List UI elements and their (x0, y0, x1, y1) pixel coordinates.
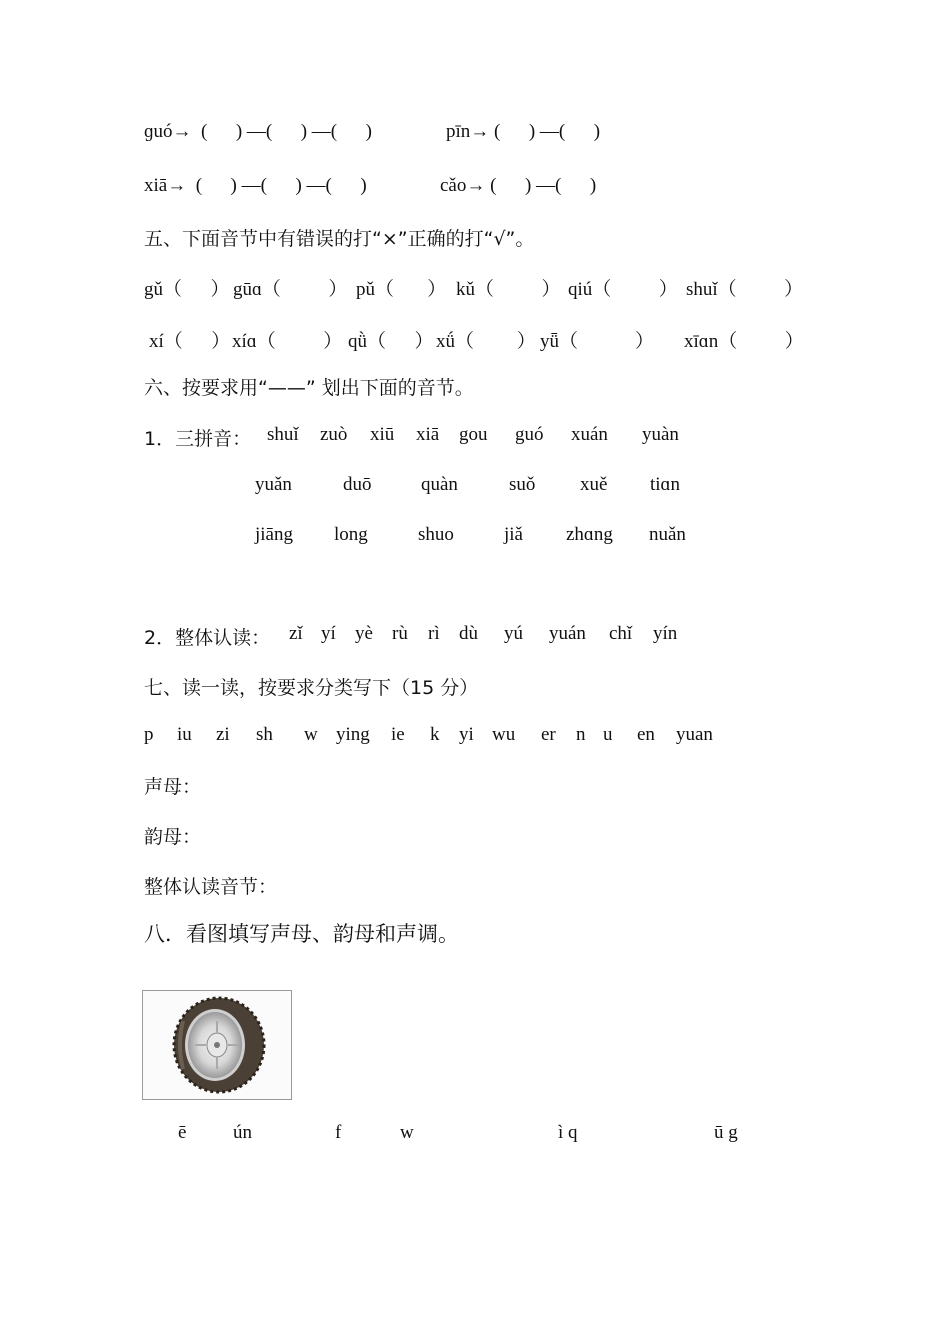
option-text: ū g (714, 1122, 738, 1143)
syllable: long (334, 524, 368, 545)
s5-item: gǔ（ ） (144, 279, 230, 300)
syllable: yuǎn (255, 474, 292, 495)
syllable: dù (459, 623, 478, 644)
syllable: chǐ (609, 623, 633, 644)
option-text: w (400, 1122, 414, 1143)
syllable: xuán (571, 424, 608, 445)
option-text: ì q (558, 1122, 578, 1143)
item: ie (391, 724, 405, 745)
item: p (144, 724, 154, 745)
item: u (603, 724, 613, 745)
item: en (637, 724, 655, 745)
syllable: shuo (418, 524, 454, 545)
syllable: zhɑng (566, 524, 613, 545)
syllable: gou (459, 424, 488, 445)
label-zhengti: 整体认读音节： (144, 876, 278, 898)
row2-left: xiā→ ( ) —( ) —( ) (144, 175, 367, 196)
s5-item: qiú（ ） (568, 279, 678, 300)
s5-item: xí（ ） (149, 331, 231, 352)
s5-item: shuǐ（ ） (686, 279, 804, 300)
q2-label: 2．整体认读： (144, 627, 271, 649)
syllable: shuǐ (267, 424, 299, 445)
item: wu (492, 724, 516, 745)
item: ying (336, 724, 370, 745)
section7-title: 七、读一读，按要求分类写下（15 分） (144, 677, 479, 699)
label-shengmu: 声母： (144, 776, 202, 798)
syllable: suǒ (509, 474, 536, 495)
s5-item: kǔ（ ） (456, 279, 561, 300)
row1-right: pīn→ ( ) —( ) (446, 121, 601, 142)
section6-title: 六、按要求用“——” 划出下面的音节。 (144, 377, 474, 399)
option-text: ē (178, 1122, 187, 1143)
s5-item: xíɑ（ ） (232, 331, 343, 352)
s5-item: yǖ（ ） (540, 331, 655, 352)
tire-icon (143, 991, 291, 1099)
syllable: jiāng (255, 524, 293, 545)
label-yunmu: 韵母： (144, 826, 202, 848)
q1-label: 1．三拼音： (144, 428, 252, 450)
item: er (541, 724, 556, 745)
syllable: jiǎ (504, 524, 523, 545)
item: yi (459, 724, 474, 745)
item: iu (177, 724, 192, 745)
syllable: duō (343, 474, 372, 495)
syllable: quàn (421, 474, 458, 495)
item: zi (216, 724, 230, 745)
item: sh (256, 724, 273, 745)
syllable: guó (515, 424, 544, 445)
syllable: yí (321, 623, 336, 644)
row2-right: cǎo→ ( ) —( ) (440, 175, 597, 196)
syllable: yè (355, 623, 373, 644)
s5-item: gūɑ（ ） (233, 279, 348, 300)
item: k (430, 724, 440, 745)
syllable: zuò (320, 424, 348, 445)
option-text: ún (233, 1122, 252, 1143)
syllable: nuǎn (649, 524, 686, 545)
item: w (304, 724, 318, 745)
item: n (576, 724, 586, 745)
syllable: xuě (580, 474, 608, 495)
s5-item: xǘ（ ） (436, 331, 536, 352)
s5-item: qǜ（ ） (348, 331, 434, 352)
row1-left: ɡuó→ ( ) —( ) —( ) (144, 121, 372, 142)
s5-item: xīɑn（ ） (684, 331, 804, 352)
syllable: tiɑn (650, 474, 680, 495)
syllable: zǐ (289, 623, 303, 644)
s5-item: pǔ（ ） (356, 279, 447, 300)
syllable: yuán (549, 623, 586, 644)
syllable: yuàn (642, 424, 679, 445)
syllable: xiā (416, 424, 440, 445)
item: yuan (676, 724, 713, 745)
section8-title: 八．看图填写声母、韵母和声调。 (144, 922, 459, 946)
syllable: yú (504, 623, 523, 644)
syllable: yín (653, 623, 678, 644)
tire-image (142, 990, 292, 1100)
option-text: f (335, 1122, 342, 1143)
syllable: rù (392, 623, 408, 644)
syllable: rì (428, 623, 440, 644)
section5-title: 五、下面音节中有错误的打“×”正确的打“√”。 (144, 228, 535, 250)
syllable: xiū (370, 424, 395, 445)
